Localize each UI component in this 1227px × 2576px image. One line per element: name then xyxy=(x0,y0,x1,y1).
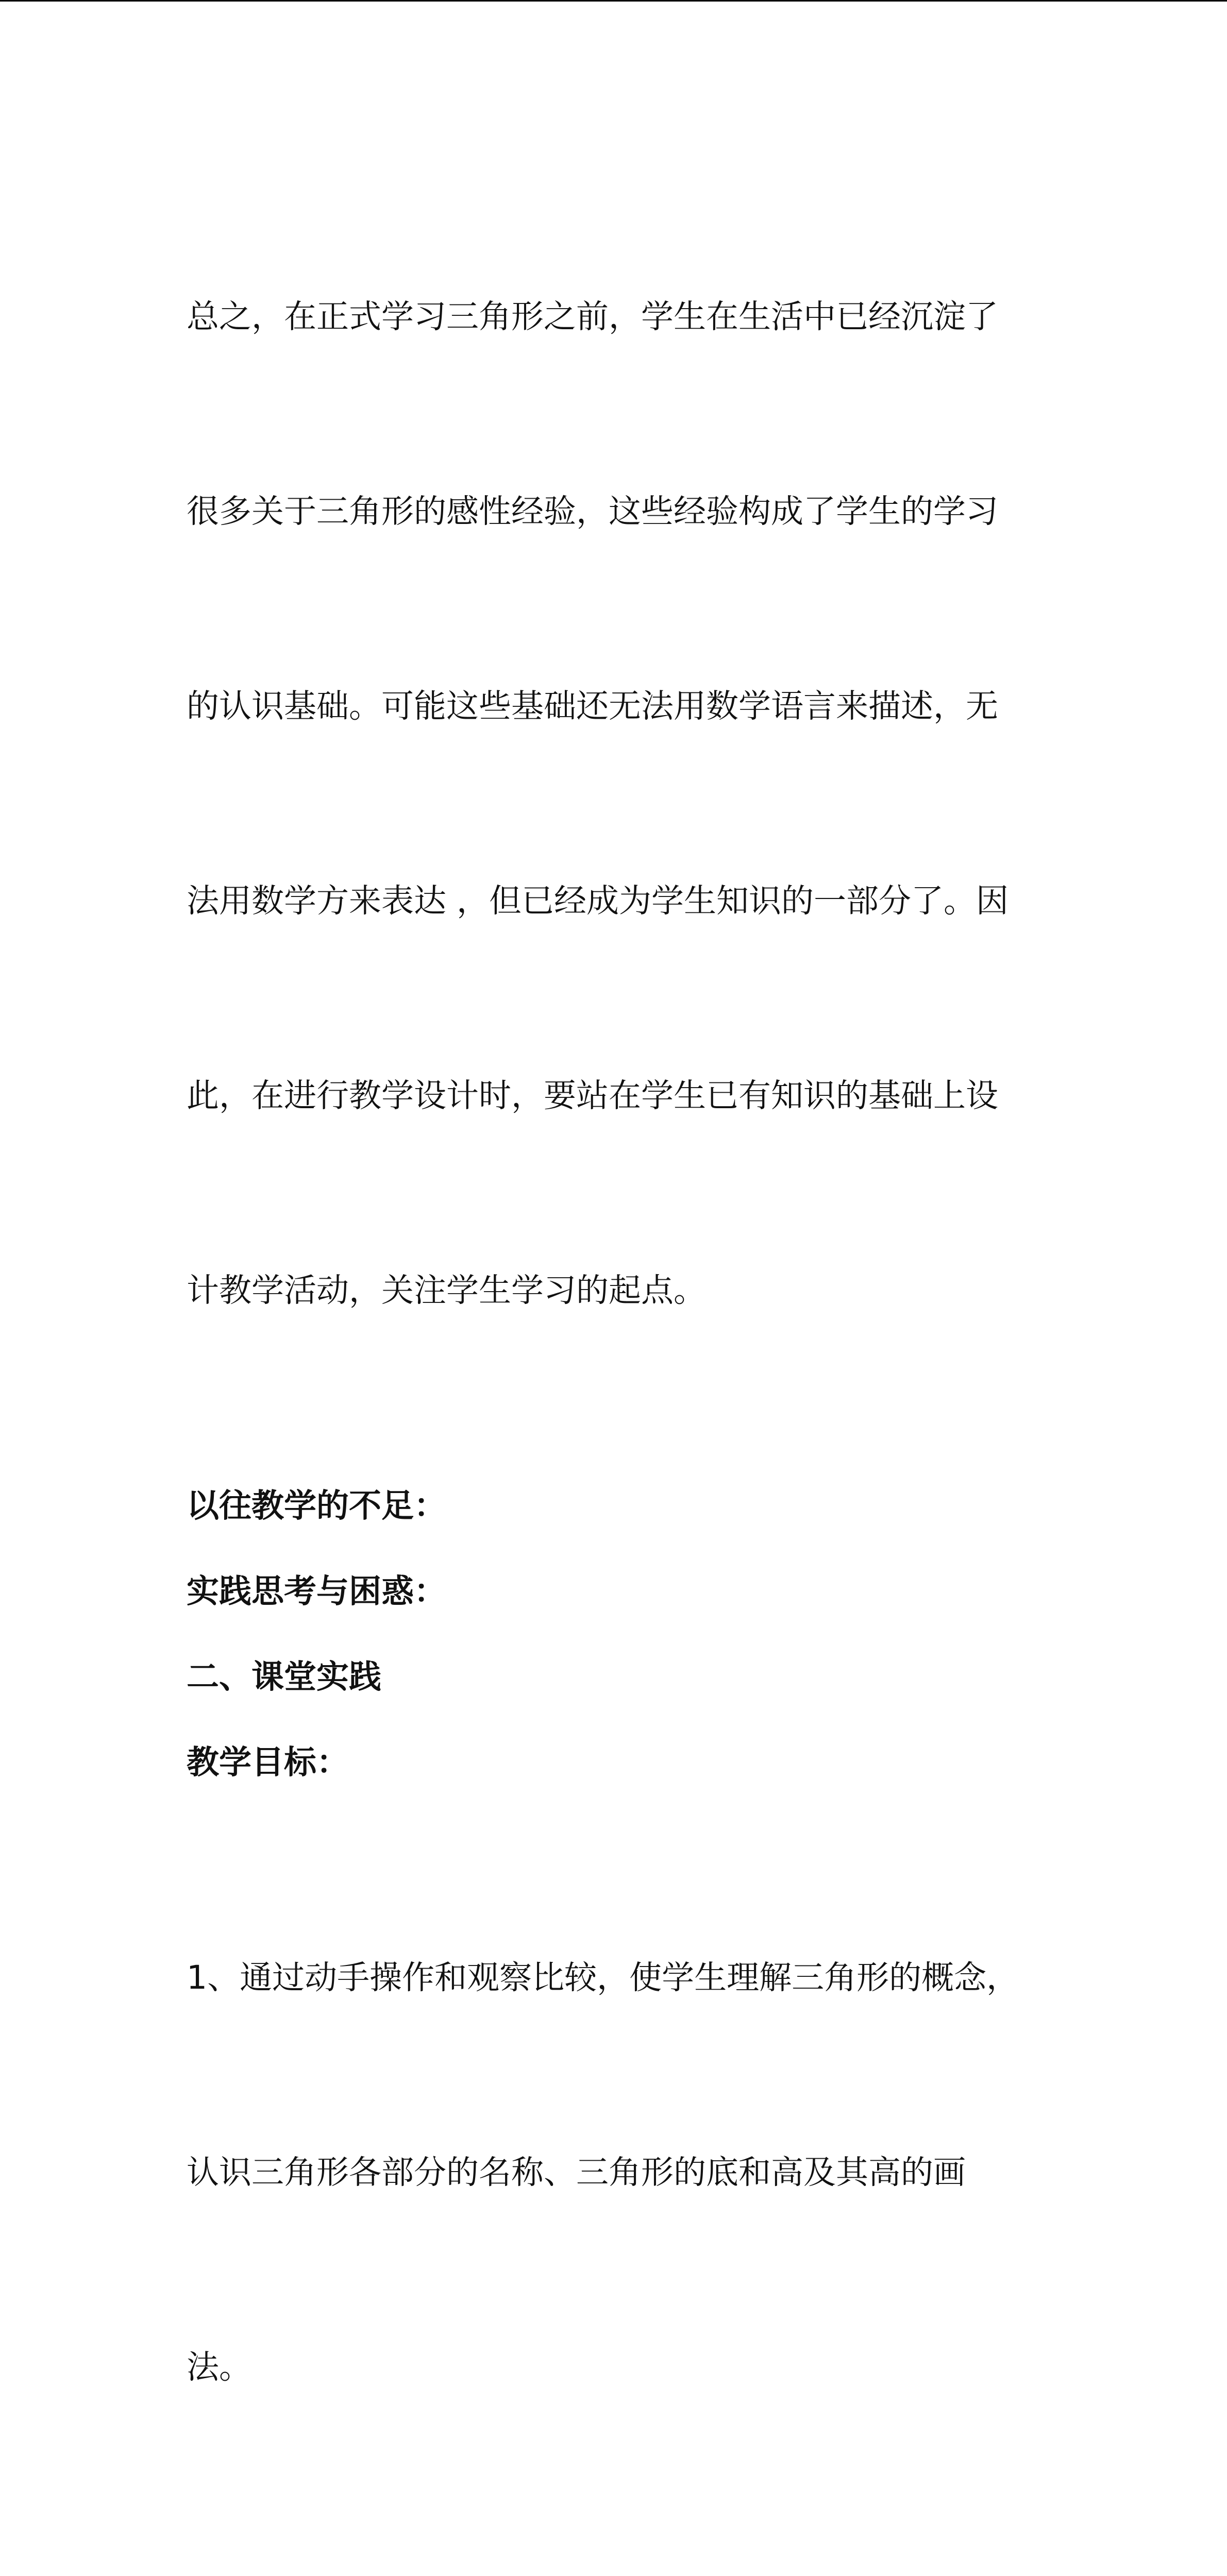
objective-item-2 xyxy=(187,2550,1032,2576)
objective-line: 认识三角形各部分的名称、三角形的底和高及其高的画 xyxy=(187,2154,966,2191)
objective-item-1 xyxy=(187,1816,1032,2530)
summary-paragraph xyxy=(187,155,1032,1453)
summary-line: 此，在进行教学设计时，要站在学生已有知识的基础上设 xyxy=(187,1077,998,1114)
summary-line: 很多关于三角形的感性经验，这些经验构成了学生的学习 xyxy=(187,493,998,530)
summary-line: 法用数学方来表达 ，但已经成为学生知识的一部分了。因 xyxy=(187,882,1009,920)
heading-section-two: 二、课堂实践 xyxy=(187,1658,381,1696)
document-page xyxy=(187,155,1032,2576)
objective-line: 1、通过动手操作和观察比较，使学生理解三角形的概念， xyxy=(187,1959,1019,1996)
heading-past-shortcomings: 以往教学的不足： xyxy=(187,1487,446,1524)
objective-line: 法。 xyxy=(187,2348,251,2386)
summary-line: 总之，在正式学习三角形之前，学生在生活中已经沉淀了 xyxy=(187,298,998,335)
heading-objectives: 教学目标： xyxy=(187,1743,349,1781)
page-top-border xyxy=(0,0,1227,2)
heading-practice-reflection: 实践思考与困惑： xyxy=(187,1572,446,1610)
summary-line: 计教学活动，关注学生学习的起点。 xyxy=(187,1272,706,1309)
summary-line: 的认识基础。可能这些基础还无法用数学语言来描述，无 xyxy=(187,687,998,725)
